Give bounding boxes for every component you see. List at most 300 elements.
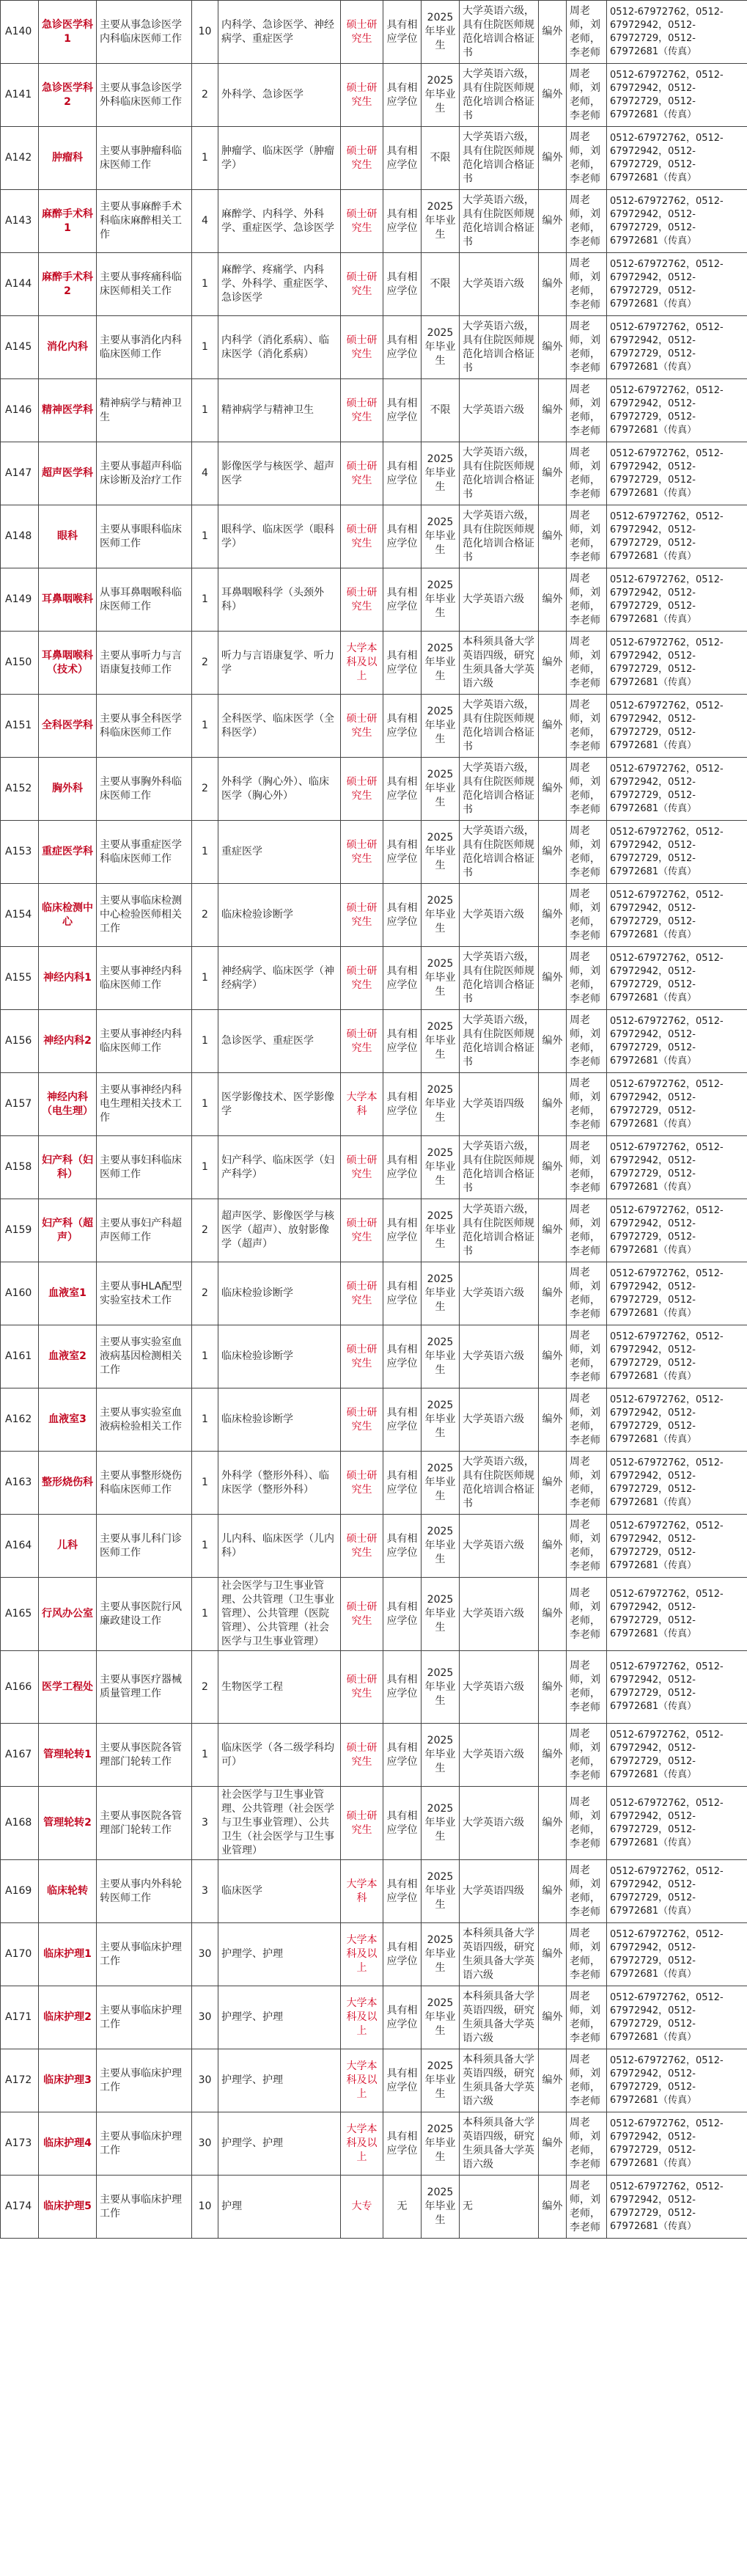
contact-phone-cell: 0512-67972762，0512-67972942，0512-67972729，0512-67972681（传真） (607, 1651, 747, 1724)
table-row (1, 505, 747, 568)
education-cell: 大学本科 (341, 1860, 383, 1923)
headcount-cell: 1 (192, 1325, 218, 1388)
graduate-status-cell: 不限 (422, 253, 460, 316)
job-description-cell: 主要从事医院各管理部门轮转工作 (97, 1724, 192, 1787)
department-cell: 临床护理4 (39, 2112, 97, 2176)
graduate-status-cell: 2025年毕业生 (422, 1860, 460, 1923)
education-cell: 硕士研究生 (341, 442, 383, 505)
other-requirements-cell: 大学英语四级 (460, 1073, 539, 1136)
headcount-cell: 1 (192, 568, 218, 632)
graduate-status-cell: 不限 (422, 379, 460, 442)
position-code-cell: A168 (1, 1787, 39, 1860)
department-cell: 血液室2 (39, 1325, 97, 1388)
contact-phone-cell: 0512-67972762，0512-67972942，0512-67972729，0512-67972681（传真） (607, 1, 747, 64)
headcount-cell: 1 (192, 1724, 218, 1787)
department-cell: 妇产科（超声） (39, 1199, 97, 1262)
contact-phone-cell: 0512-67972762，0512-67972942，0512-67972729，0512-67972681（传真） (607, 1136, 747, 1199)
education-cell: 硕士研究生 (341, 695, 383, 758)
table-row (1, 2049, 747, 2112)
staffing-type-cell: 编外 (539, 1325, 567, 1388)
contact-person-cell: 周老师，刘老师，李老师 (567, 253, 607, 316)
degree-cell: 具有相应学位 (383, 821, 422, 884)
contact-person-cell: 周老师，刘老师，李老师 (567, 1010, 607, 1073)
education-cell: 硕士研究生 (341, 1578, 383, 1651)
contact-phone-cell: 0512-67972762，0512-67972942，0512-67972729，0512-67972681（传真） (607, 253, 747, 316)
education-cell: 大学本科及以上 (341, 2112, 383, 2176)
job-description-cell: 主要从事麻醉手术科临床麻醉相关工作 (97, 190, 192, 253)
major-requirement-cell: 临床医学（各二级学科均可） (218, 1724, 341, 1787)
position-code-cell: A140 (1, 1, 39, 64)
other-requirements-cell: 大学英语六级 (460, 379, 539, 442)
department-cell: 耳鼻咽喉科 (39, 568, 97, 632)
position-code-cell: A163 (1, 1452, 39, 1515)
staffing-type-cell: 编外 (539, 1136, 567, 1199)
staffing-type-cell: 编外 (539, 632, 567, 695)
major-requirement-cell: 儿内科、临床医学（儿内科） (218, 1515, 341, 1578)
degree-cell: 具有相应学位 (383, 64, 422, 127)
position-code-cell: A147 (1, 442, 39, 505)
position-code-cell: A172 (1, 2049, 39, 2112)
headcount-cell: 10 (192, 2176, 218, 2239)
contact-phone-cell: 0512-67972762，0512-67972942，0512-67972729，0512-67972681（传真） (607, 1073, 747, 1136)
contact-phone-cell: 0512-67972762，0512-67972942，0512-67972729，0512-67972681（传真） (607, 1923, 747, 1986)
education-cell: 硕士研究生 (341, 1452, 383, 1515)
graduate-status-cell: 2025年毕业生 (422, 64, 460, 127)
headcount-cell: 3 (192, 1787, 218, 1860)
position-code-cell: A162 (1, 1388, 39, 1452)
degree-cell: 具有相应学位 (383, 695, 422, 758)
major-requirement-cell: 生物医学工程 (218, 1651, 341, 1724)
staffing-type-cell: 编外 (539, 1651, 567, 1724)
graduate-status-cell: 不限 (422, 127, 460, 190)
contact-phone-cell: 0512-67972762，0512-67972942，0512-67972729，0512-67972681（传真） (607, 1860, 747, 1923)
staffing-type-cell: 编外 (539, 1578, 567, 1651)
department-cell: 胸外科 (39, 758, 97, 821)
major-requirement-cell: 护理学、护理 (218, 2049, 341, 2112)
position-code-cell: A173 (1, 2112, 39, 2176)
contact-person-cell: 周老师，刘老师，李老师 (567, 442, 607, 505)
department-cell: 眼科 (39, 505, 97, 568)
headcount-cell: 1 (192, 379, 218, 442)
other-requirements-cell: 大学英语六级 (460, 1578, 539, 1651)
major-requirement-cell: 外科学、急诊医学 (218, 64, 341, 127)
graduate-status-cell: 2025年毕业生 (422, 758, 460, 821)
staffing-type-cell: 编外 (539, 1388, 567, 1452)
contact-phone-cell: 0512-67972762，0512-67972942，0512-67972729，0512-67972681（传真） (607, 2049, 747, 2112)
contact-phone-cell: 0512-67972762，0512-67972942，0512-67972729，0512-67972681（传真） (607, 442, 747, 505)
degree-cell: 具有相应学位 (383, 1388, 422, 1452)
major-requirement-cell: 临床检验诊断学 (218, 1262, 341, 1325)
table-row (1, 1388, 747, 1452)
headcount-cell: 1 (192, 947, 218, 1010)
job-description-cell: 主要从事医疗器械质量管理工作 (97, 1651, 192, 1724)
education-cell: 硕士研究生 (341, 1010, 383, 1073)
graduate-status-cell: 2025年毕业生 (422, 1073, 460, 1136)
graduate-status-cell: 2025年毕业生 (422, 632, 460, 695)
education-cell: 硕士研究生 (341, 505, 383, 568)
job-description-cell: 主要从事实验室血液病检验相关工作 (97, 1388, 192, 1452)
headcount-cell: 1 (192, 127, 218, 190)
contact-phone-cell: 0512-67972762，0512-67972942，0512-67972729，0512-67972681（传真） (607, 1010, 747, 1073)
position-code-cell: A153 (1, 821, 39, 884)
headcount-cell: 10 (192, 1, 218, 64)
other-requirements-cell: 大学英语六级，具有住院医师规范化培训合格证书 (460, 505, 539, 568)
other-requirements-cell: 大学英语六级，具有住院医师规范化培训合格证书 (460, 758, 539, 821)
major-requirement-cell: 护理学、护理 (218, 2112, 341, 2176)
staffing-type-cell: 编外 (539, 947, 567, 1010)
staffing-type-cell: 编外 (539, 1199, 567, 1262)
degree-cell: 具有相应学位 (383, 1073, 422, 1136)
department-cell: 儿科 (39, 1515, 97, 1578)
education-cell: 硕士研究生 (341, 316, 383, 379)
degree-cell: 具有相应学位 (383, 2049, 422, 2112)
table-row (1, 190, 747, 253)
headcount-cell: 1 (192, 1136, 218, 1199)
job-description-cell: 主要从事临床护理工作 (97, 2049, 192, 2112)
graduate-status-cell: 2025年毕业生 (422, 1651, 460, 1724)
table-row (1, 1325, 747, 1388)
table-row (1, 442, 747, 505)
table-row (1, 758, 747, 821)
headcount-cell: 4 (192, 190, 218, 253)
graduate-status-cell: 2025年毕业生 (422, 947, 460, 1010)
contact-phone-cell: 0512-67972762，0512-67972942，0512-67972729，0512-67972681（传真） (607, 1199, 747, 1262)
education-cell: 大学本科 (341, 1073, 383, 1136)
degree-cell: 具有相应学位 (383, 1, 422, 64)
table-row (1, 127, 747, 190)
staffing-type-cell: 编外 (539, 1515, 567, 1578)
headcount-cell: 1 (192, 1515, 218, 1578)
education-cell: 硕士研究生 (341, 1262, 383, 1325)
graduate-status-cell: 2025年毕业生 (422, 316, 460, 379)
job-description-cell: 主要从事内外科轮转医师工作 (97, 1860, 192, 1923)
contact-phone-cell: 0512-67972762，0512-67972942，0512-67972729，0512-67972681（传真） (607, 1986, 747, 2049)
contact-person-cell: 周老师，刘老师，李老师 (567, 1860, 607, 1923)
other-requirements-cell: 大学英语六级 (460, 884, 539, 947)
contact-person-cell: 周老师，刘老师，李老师 (567, 1452, 607, 1515)
other-requirements-cell: 本科须具备大学英语四级，研究生须具备大学英语六级 (460, 2112, 539, 2176)
contact-phone-cell: 0512-67972762，0512-67972942，0512-67972729，0512-67972681（传真） (607, 1262, 747, 1325)
department-cell: 神经内科（电生理） (39, 1073, 97, 1136)
education-cell: 硕士研究生 (341, 253, 383, 316)
other-requirements-cell: 大学英语六级 (460, 1388, 539, 1452)
major-requirement-cell: 临床检验诊断学 (218, 1325, 341, 1388)
position-code-cell: A164 (1, 1515, 39, 1578)
table-row (1, 1724, 747, 1787)
degree-cell: 具有相应学位 (383, 632, 422, 695)
department-cell: 临床护理2 (39, 1986, 97, 2049)
job-description-cell: 主要从事HLA配型实验室技术工作 (97, 1262, 192, 1325)
headcount-cell: 3 (192, 1860, 218, 1923)
job-description-cell: 主要从事儿科门诊医师工作 (97, 1515, 192, 1578)
position-code-cell: A148 (1, 505, 39, 568)
headcount-cell: 1 (192, 505, 218, 568)
table-body (1, 1, 747, 2239)
contact-phone-cell: 0512-67972762，0512-67972942，0512-67972729，0512-67972681（传真） (607, 695, 747, 758)
table-row (1, 379, 747, 442)
contact-phone-cell: 0512-67972762，0512-67972942，0512-67972729，0512-67972681（传真） (607, 821, 747, 884)
major-requirement-cell: 内科学（消化系病）、临床医学（消化系病） (218, 316, 341, 379)
graduate-status-cell: 2025年毕业生 (422, 1578, 460, 1651)
education-cell: 硕士研究生 (341, 379, 383, 442)
major-requirement-cell: 眼科学、临床医学（眼科学） (218, 505, 341, 568)
contact-phone-cell: 0512-67972762，0512-67972942，0512-67972729，0512-67972681（传真） (607, 1787, 747, 1860)
position-code-cell: A174 (1, 2176, 39, 2239)
headcount-cell: 2 (192, 1651, 218, 1724)
contact-phone-cell: 0512-67972762，0512-67972942，0512-67972729，0512-67972681（传真） (607, 1515, 747, 1578)
staffing-type-cell: 编外 (539, 505, 567, 568)
graduate-status-cell: 2025年毕业生 (422, 1199, 460, 1262)
major-requirement-cell: 临床检验诊断学 (218, 884, 341, 947)
position-code-cell: A165 (1, 1578, 39, 1651)
headcount-cell: 1 (192, 253, 218, 316)
contact-person-cell: 周老师，刘老师，李老师 (567, 1724, 607, 1787)
table-row (1, 1860, 747, 1923)
degree-cell: 具有相应学位 (383, 1651, 422, 1724)
table-row (1, 1136, 747, 1199)
department-cell: 临床护理5 (39, 2176, 97, 2239)
degree-cell: 具有相应学位 (383, 505, 422, 568)
job-description-cell: 主要从事妇科临床医师工作 (97, 1136, 192, 1199)
contact-person-cell: 周老师，刘老师，李老师 (567, 127, 607, 190)
contact-person-cell: 周老师，刘老师，李老师 (567, 190, 607, 253)
graduate-status-cell: 2025年毕业生 (422, 442, 460, 505)
graduate-status-cell: 2025年毕业生 (422, 1325, 460, 1388)
contact-person-cell: 周老师，刘老师，李老师 (567, 1651, 607, 1724)
headcount-cell: 2 (192, 632, 218, 695)
table-row (1, 253, 747, 316)
headcount-cell: 30 (192, 2049, 218, 2112)
staffing-type-cell: 编外 (539, 1986, 567, 2049)
headcount-cell: 2 (192, 1199, 218, 1262)
graduate-status-cell: 2025年毕业生 (422, 695, 460, 758)
department-cell: 血液室1 (39, 1262, 97, 1325)
headcount-cell: 1 (192, 1010, 218, 1073)
job-description-cell: 从事耳鼻咽喉科临床医师工作 (97, 568, 192, 632)
contact-person-cell: 周老师，刘老师，李老师 (567, 1986, 607, 2049)
headcount-cell: 1 (192, 1578, 218, 1651)
contact-person-cell: 周老师，刘老师，李老师 (567, 2112, 607, 2176)
department-cell: 消化内科 (39, 316, 97, 379)
degree-cell: 具有相应学位 (383, 442, 422, 505)
other-requirements-cell: 本科须具备大学英语四级，研究生须具备大学英语六级 (460, 1923, 539, 1986)
table-row (1, 1923, 747, 1986)
table-row (1, 1, 747, 64)
position-code-cell: A170 (1, 1923, 39, 1986)
major-requirement-cell: 全科医学、临床医学（全科医学） (218, 695, 341, 758)
graduate-status-cell: 2025年毕业生 (422, 821, 460, 884)
major-requirement-cell: 肿瘤学、临床医学（肿瘤学） (218, 127, 341, 190)
position-code-cell: A160 (1, 1262, 39, 1325)
education-cell: 硕士研究生 (341, 1515, 383, 1578)
degree-cell: 具有相应学位 (383, 1010, 422, 1073)
position-code-cell: A157 (1, 1073, 39, 1136)
position-code-cell: A150 (1, 632, 39, 695)
education-cell: 硕士研究生 (341, 64, 383, 127)
department-cell: 精神医学科 (39, 379, 97, 442)
other-requirements-cell: 大学英语六级，具有住院医师规范化培训合格证书 (460, 64, 539, 127)
graduate-status-cell: 2025年毕业生 (422, 1, 460, 64)
education-cell: 硕士研究生 (341, 1325, 383, 1388)
other-requirements-cell: 大学英语六级 (460, 1724, 539, 1787)
contact-person-cell: 周老师，刘老师，李老师 (567, 1787, 607, 1860)
position-code-cell: A145 (1, 316, 39, 379)
contact-person-cell: 周老师，刘老师，李老师 (567, 695, 607, 758)
table-row (1, 2176, 747, 2239)
contact-phone-cell: 0512-67972762，0512-67972942，0512-67972729，0512-67972681（传真） (607, 884, 747, 947)
job-description-cell: 主要从事消化内科临床医师工作 (97, 316, 192, 379)
degree-cell: 具有相应学位 (383, 1724, 422, 1787)
contact-person-cell: 周老师，刘老师，李老师 (567, 568, 607, 632)
education-cell: 硕士研究生 (341, 127, 383, 190)
major-requirement-cell: 社会医学与卫生事业管理、公共管理（社会医学与卫生事业管理）、公共卫生（社会医学与卫生事业管理） (218, 1787, 341, 1860)
other-requirements-cell: 大学英语六级 (460, 1262, 539, 1325)
contact-person-cell: 周老师，刘老师，李老师 (567, 1073, 607, 1136)
contact-phone-cell: 0512-67972762，0512-67972942，0512-67972729，0512-67972681（传真） (607, 127, 747, 190)
headcount-cell: 30 (192, 2112, 218, 2176)
job-description-cell: 主要从事超声科临床诊断及治疗工作 (97, 442, 192, 505)
graduate-status-cell: 2025年毕业生 (422, 2112, 460, 2176)
degree-cell: 具有相应学位 (383, 1578, 422, 1651)
degree-cell: 具有相应学位 (383, 758, 422, 821)
graduate-status-cell: 2025年毕业生 (422, 1986, 460, 2049)
contact-person-cell: 周老师，刘老师，李老师 (567, 821, 607, 884)
job-description-cell: 主要从事全科医学科临床医师工作 (97, 695, 192, 758)
major-requirement-cell: 临床医学 (218, 1860, 341, 1923)
position-code-cell: A152 (1, 758, 39, 821)
headcount-cell: 1 (192, 821, 218, 884)
contact-phone-cell: 0512-67972762，0512-67972942，0512-67972729，0512-67972681（传真） (607, 2112, 747, 2176)
table-row (1, 821, 747, 884)
other-requirements-cell: 大学英语六级，具有住院医师规范化培训合格证书 (460, 1199, 539, 1262)
job-description-cell: 主要从事急诊医学内科临床医师工作 (97, 1, 192, 64)
headcount-cell: 2 (192, 884, 218, 947)
contact-phone-cell: 0512-67972762，0512-67972942，0512-67972729，0512-67972681（传真） (607, 632, 747, 695)
other-requirements-cell: 本科须具备大学英语四级，研究生须具备大学英语六级 (460, 1986, 539, 2049)
position-code-cell: A166 (1, 1651, 39, 1724)
education-cell: 硕士研究生 (341, 1388, 383, 1452)
major-requirement-cell: 精神病学与精神卫生 (218, 379, 341, 442)
education-cell: 硕士研究生 (341, 1, 383, 64)
graduate-status-cell: 2025年毕业生 (422, 1724, 460, 1787)
education-cell: 硕士研究生 (341, 190, 383, 253)
department-cell: 临床护理3 (39, 2049, 97, 2112)
degree-cell: 具有相应学位 (383, 253, 422, 316)
degree-cell: 具有相应学位 (383, 1325, 422, 1388)
graduate-status-cell: 2025年毕业生 (422, 1136, 460, 1199)
job-description-cell: 主要从事医院各管理部门轮转工作 (97, 1787, 192, 1860)
major-requirement-cell: 麻醉学、内科学、外科学、重症医学、急诊医学 (218, 190, 341, 253)
other-requirements-cell: 大学英语六级，具有住院医师规范化培训合格证书 (460, 316, 539, 379)
staffing-type-cell: 编外 (539, 884, 567, 947)
major-requirement-cell: 护理学、护理 (218, 1923, 341, 1986)
major-requirement-cell: 妇产科学、临床医学（妇产科学） (218, 1136, 341, 1199)
table-row (1, 64, 747, 127)
table-row (1, 884, 747, 947)
position-code-cell: A154 (1, 884, 39, 947)
staffing-type-cell: 编外 (539, 568, 567, 632)
table-row (1, 1010, 747, 1073)
headcount-cell: 4 (192, 442, 218, 505)
position-code-cell: A169 (1, 1860, 39, 1923)
job-description-cell: 主要从事实验室血液病基因检测相关工作 (97, 1325, 192, 1388)
headcount-cell: 30 (192, 1923, 218, 1986)
contact-person-cell: 周老师，刘老师，李老师 (567, 1388, 607, 1452)
other-requirements-cell: 大学英语六级，具有住院医师规范化培训合格证书 (460, 127, 539, 190)
department-cell: 整形烧伤科 (39, 1452, 97, 1515)
degree-cell: 具有相应学位 (383, 1923, 422, 1986)
staffing-type-cell: 编外 (539, 190, 567, 253)
other-requirements-cell: 大学英语六级，具有住院医师规范化培训合格证书 (460, 1136, 539, 1199)
position-code-cell: A143 (1, 190, 39, 253)
other-requirements-cell: 大学英语六级，具有住院医师规范化培训合格证书 (460, 442, 539, 505)
position-code-cell: A161 (1, 1325, 39, 1388)
degree-cell: 具有相应学位 (383, 1199, 422, 1262)
contact-person-cell: 周老师，刘老师，李老师 (567, 1, 607, 64)
major-requirement-cell: 医学影像技术、医学影像学 (218, 1073, 341, 1136)
staffing-type-cell: 编外 (539, 127, 567, 190)
staffing-type-cell: 编外 (539, 2112, 567, 2176)
job-description-cell: 主要从事临床护理工作 (97, 2176, 192, 2239)
other-requirements-cell: 本科须具备大学英语四级，研究生须具备大学英语六级 (460, 632, 539, 695)
major-requirement-cell: 神经病学、临床医学（神经病学） (218, 947, 341, 1010)
staffing-type-cell: 编外 (539, 1073, 567, 1136)
degree-cell: 具有相应学位 (383, 316, 422, 379)
graduate-status-cell: 2025年毕业生 (422, 884, 460, 947)
contact-phone-cell: 0512-67972762，0512-67972942，0512-67972729，0512-67972681（传真） (607, 64, 747, 127)
job-description-cell: 主要从事医院行风廉政建设工作 (97, 1578, 192, 1651)
position-code-cell: A151 (1, 695, 39, 758)
other-requirements-cell: 本科须具备大学英语四级，研究生须具备大学英语六级 (460, 2049, 539, 2112)
degree-cell: 具有相应学位 (383, 2112, 422, 2176)
contact-person-cell: 周老师，刘老师，李老师 (567, 1578, 607, 1651)
position-code-cell: A146 (1, 379, 39, 442)
job-description-cell: 主要从事胸外科临床医师工作 (97, 758, 192, 821)
staffing-type-cell: 编外 (539, 821, 567, 884)
table-row (1, 947, 747, 1010)
contact-phone-cell: 0512-67972762，0512-67972942，0512-67972729，0512-67972681（传真） (607, 1452, 747, 1515)
job-description-cell: 主要从事神经内科临床医师工作 (97, 947, 192, 1010)
department-cell: 神经内科2 (39, 1010, 97, 1073)
education-cell: 硕士研究生 (341, 1651, 383, 1724)
department-cell: 管理轮转2 (39, 1787, 97, 1860)
contact-phone-cell: 0512-67972762，0512-67972942，0512-67972729，0512-67972681（传真） (607, 947, 747, 1010)
other-requirements-cell: 大学英语六级，具有住院医师规范化培训合格证书 (460, 821, 539, 884)
other-requirements-cell: 大学英语六级 (460, 1325, 539, 1388)
staffing-type-cell: 编外 (539, 442, 567, 505)
department-cell: 血液室3 (39, 1388, 97, 1452)
staffing-type-cell: 编外 (539, 1010, 567, 1073)
headcount-cell: 2 (192, 1262, 218, 1325)
staffing-type-cell: 编外 (539, 695, 567, 758)
table-row (1, 1651, 747, 1724)
staffing-type-cell: 编外 (539, 64, 567, 127)
major-requirement-cell: 临床检验诊断学 (218, 1388, 341, 1452)
job-description-cell: 主要从事临床护理工作 (97, 1923, 192, 1986)
contact-phone-cell: 0512-67972762，0512-67972942，0512-67972729，0512-67972681（传真） (607, 1388, 747, 1452)
other-requirements-cell: 大学英语六级 (460, 253, 539, 316)
education-cell: 大学本科及以上 (341, 2049, 383, 2112)
degree-cell: 无 (383, 2176, 422, 2239)
education-cell: 硕士研究生 (341, 568, 383, 632)
contact-person-cell: 周老师，刘老师，李老师 (567, 1199, 607, 1262)
graduate-status-cell: 2025年毕业生 (422, 1515, 460, 1578)
position-code-cell: A144 (1, 253, 39, 316)
table-row (1, 632, 747, 695)
other-requirements-cell: 大学英语六级，具有住院医师规范化培训合格证书 (460, 1010, 539, 1073)
job-description-cell: 精神病学与精神卫生 (97, 379, 192, 442)
department-cell: 管理轮转1 (39, 1724, 97, 1787)
